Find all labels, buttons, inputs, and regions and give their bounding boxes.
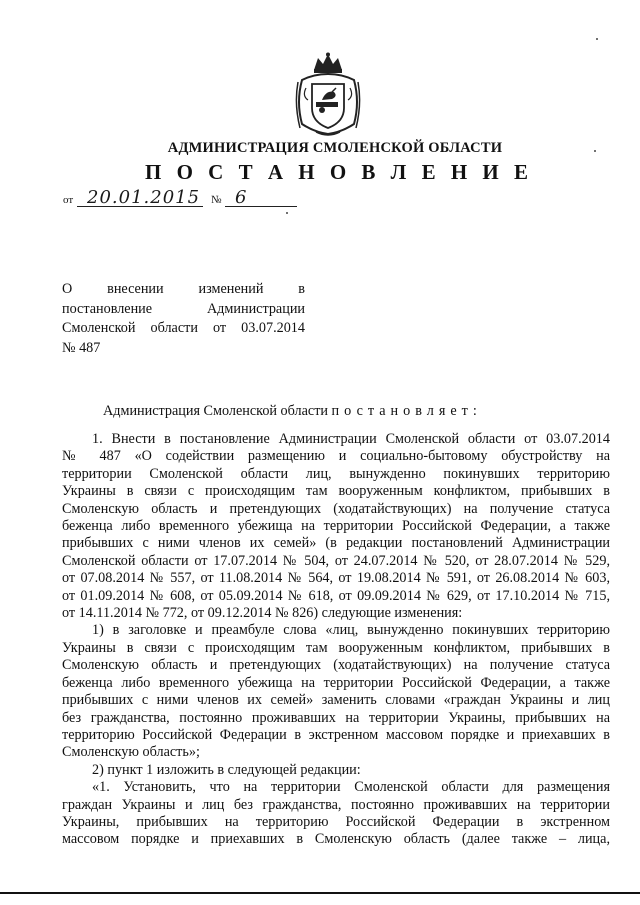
body-line: Смоленскую область и претендующих (ходатайствующих) на получение статуса xyxy=(62,500,610,517)
preamble xyxy=(103,403,482,420)
body-line: «1. Установить, что на территории Смоленской области для размещения xyxy=(92,779,610,796)
number-label: № xyxy=(211,194,222,206)
body-line: прибывших с ними членов их семей» заменить словами «граждан Украины и лиц xyxy=(62,692,610,709)
date-number-line xyxy=(63,188,303,210)
smolensk-coat-of-arms-icon xyxy=(292,52,364,138)
body-line: 1) в заголовке и преамбуле слова «лиц, вынужденно покинувших территорию xyxy=(92,622,610,639)
body-line: территорию Российской Федерации в экстренном массовом порядке и приехавших в xyxy=(62,726,610,743)
document-subject xyxy=(62,280,305,358)
body-line: Смоленской области от 17.07.2014 № 504, от 24.07.2014 № 520, от 28.07.2014 № 529, xyxy=(62,552,610,569)
bottom-rule xyxy=(0,892,640,894)
scan-speck xyxy=(286,212,288,214)
body-line: Украины, прибывших на территорию Российской Федерации в экстренном xyxy=(62,813,610,830)
body-line: без гражданства, постоянно проживавших на территории Украины, прибывших на xyxy=(62,709,610,726)
body-line: 1. Внести в постановление Администрации Смоленской области от 03.07.2014 xyxy=(92,431,610,447)
handwritten-date: 20.01.2015 xyxy=(87,187,201,208)
document-type-title: П О С Т А Н О В Л Е Н И Е xyxy=(144,160,533,184)
body-line: территории Смоленской области лиц, вынужденно покинувших территорию xyxy=(62,465,610,482)
body-line: от 14.11.2014 № 772, от 09.12.2014 № 826) следующие изменения: xyxy=(62,605,463,622)
subject-line: О внесении изменений в xyxy=(62,281,305,297)
subject-line: постановление Администрации xyxy=(62,300,305,317)
subject-line: № 487 xyxy=(62,339,101,356)
body-line: беженца либо временного убежища на территории Российской Федерации, а также xyxy=(62,674,610,691)
handwritten-number: 6 xyxy=(235,187,248,208)
body-line: Смоленскую область»; xyxy=(62,744,200,761)
body-line: граждан Украины и лиц без гражданства, постоянно проживавших на территории xyxy=(62,796,610,813)
scan-speck xyxy=(594,150,596,152)
body-line: прибывших с ними членов их семей» (в редакции постановлений Администрации xyxy=(62,535,610,552)
body-line: 2) пункт 1 изложить в следующей редакции: xyxy=(92,761,361,778)
body-line: Украины в связи с происходящим там вооруженным конфликтом, прибывших в xyxy=(62,483,610,500)
body-line: от 07.08.2014 № 557, от 11.08.2014 № 564, от 19.08.2014 № 591, от 26.08.2014 № 603, xyxy=(62,570,610,587)
body-line: массовом порядке и приехавших в Смоленскую область (далее также – лица, xyxy=(62,831,610,848)
body-line: от 01.09.2014 № 608, от 05.09.2014 № 618, от 09.09.2014 № 629, от 17.10.2014 № 715, xyxy=(62,587,610,604)
organization-name: АДМИНИСТРАЦИЯ СМОЛЕНСКОЙ ОБЛАСТИ xyxy=(167,140,503,156)
subject-line: Смоленской области от 03.07.2014 xyxy=(62,320,305,336)
body-line: № 487 «О содействии размещению и социально-бытовому обустройству на xyxy=(62,448,610,465)
body-line: Смоленскую область и претендующих (ходатайствующих) на получение статуса xyxy=(62,657,610,674)
preamble-prefix: Администрация Смоленской области xyxy=(103,403,332,419)
document-body xyxy=(62,431,610,849)
body-line: беженца либо временного убежища на территории Российской Федерации, а также xyxy=(62,518,610,535)
preamble-verb: постановляет: xyxy=(331,403,482,419)
body-line: Украины в связи с происходящим там вооруженным конфликтом, прибывших в xyxy=(62,639,610,656)
scan-speck xyxy=(596,38,598,40)
date-from-label: от xyxy=(63,194,74,206)
